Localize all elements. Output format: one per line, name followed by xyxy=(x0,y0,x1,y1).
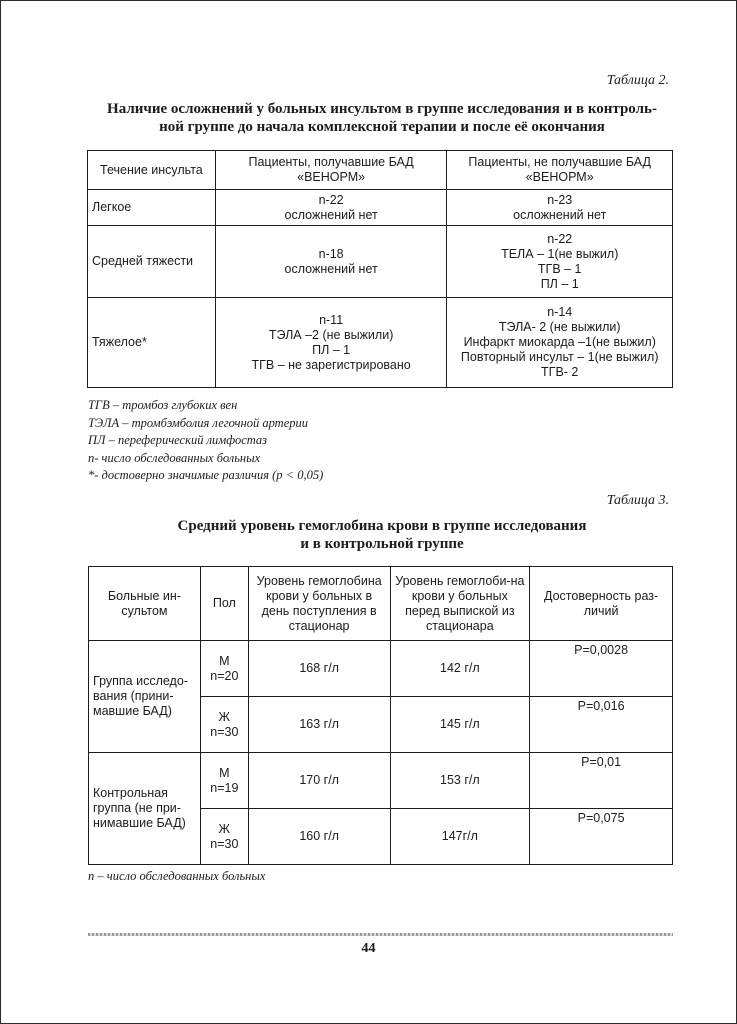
sex-cell xyxy=(200,641,248,697)
complications-table xyxy=(87,150,673,388)
table2-title-line: Наличие осложнений у больных инсультом в группе исследования и в контроль- xyxy=(107,101,657,117)
admission-cell: 168 г/л xyxy=(248,641,390,697)
table-row xyxy=(89,641,673,697)
cell-line: ПЛ – 1 xyxy=(540,276,579,291)
table3-note: n – число обследованных больных xyxy=(88,869,266,883)
note-line: n- число обследованных больных xyxy=(88,450,261,465)
table3-title-line: и в контрольной группе xyxy=(300,536,464,552)
discharge-cell: 142 г/л xyxy=(390,641,530,697)
cell-line: n-11 xyxy=(319,312,344,327)
cell-line: осложнений нет xyxy=(513,207,607,222)
cell-line: ТГВ- 2 xyxy=(541,365,579,379)
sex-value: М xyxy=(219,765,230,780)
table-row xyxy=(88,190,673,226)
no-bad-cell xyxy=(447,190,673,226)
cell-line: ТЕЛА – 1(не выжил) xyxy=(501,246,619,261)
n-value: n=19 xyxy=(210,780,239,795)
admission-cell: 163 г/л xyxy=(248,697,390,753)
p-value-cell: P=0,0028 xyxy=(530,641,673,697)
n-value: n=20 xyxy=(210,668,239,683)
course-cell: Легкое xyxy=(88,190,216,226)
sex-value: Ж xyxy=(218,709,231,724)
header-course: Течение инсульта xyxy=(88,151,216,190)
cell-line: Инфаркт миокарда –1(не выжил) xyxy=(463,335,656,349)
discharge-cell: 145 г/л xyxy=(390,697,530,753)
cell-line: ПЛ – 1 xyxy=(312,342,351,357)
bad-cell xyxy=(215,298,447,388)
header-admission: Уровень гемоглобина крови у больных в день поступления в стационар xyxy=(248,567,390,641)
table-row xyxy=(88,298,673,388)
n-value: n=30 xyxy=(210,836,239,851)
no-bad-cell xyxy=(447,298,673,388)
cell-line: осложнений нет xyxy=(284,261,378,276)
header-discharge: Уровень гемоглоби-на крови у больных перед выпиской из стационара xyxy=(390,567,530,641)
table3-title-line: Средний уровень гемоглобина крови в группе исследования xyxy=(177,518,587,534)
cell-line: n-23 xyxy=(547,192,573,207)
admission-cell: 170 г/л xyxy=(248,753,390,809)
sex-cell xyxy=(200,753,248,809)
note-line: ТГВ – тромбоз глубоких вен xyxy=(88,398,238,412)
sex-value: М xyxy=(219,653,230,668)
admission-cell: 160 г/л xyxy=(248,809,390,865)
note-line: ПЛ – переферический лимфостаз xyxy=(88,433,268,447)
cell-line: ТЭЛА- 2 (не выжили) xyxy=(498,320,621,334)
table2-notes xyxy=(88,397,323,485)
cell-line: Повторный инсульт – 1(не выжил) xyxy=(460,350,659,364)
hemoglobin-table xyxy=(88,566,673,865)
sex-cell xyxy=(200,697,248,753)
header-patients: Больные ин-сультом xyxy=(89,567,201,641)
discharge-cell: 153 г/л xyxy=(390,753,530,809)
sex-value: Ж xyxy=(218,821,231,836)
cell-line: n-18 xyxy=(318,246,344,261)
p-value-cell: P=0,075 xyxy=(530,809,673,865)
p-value-cell: P=0,016 xyxy=(530,697,673,753)
note-line: ТЭЛА – тромбэмболия легочной артерии xyxy=(88,415,308,430)
table-row xyxy=(88,226,673,298)
group-name-cell: Группа исследо-вания (прини-мавшие БАД) xyxy=(89,641,201,753)
table2-title xyxy=(90,100,674,136)
cell-line: n-14 xyxy=(547,305,573,319)
header-bad: Пациенты, получавшие БАД «ВЕНОРМ» xyxy=(215,151,447,190)
note-line: *- достоверно значимые различия (р < 0,05) xyxy=(88,468,324,482)
course-cell: Тяжелое* xyxy=(88,298,216,388)
table3-title xyxy=(90,517,674,553)
cell-line: осложнений нет xyxy=(284,207,378,222)
p-value-cell: P=0,01 xyxy=(530,753,673,809)
table-header-row xyxy=(88,151,673,190)
table-header-row xyxy=(89,567,673,641)
no-bad-cell xyxy=(447,226,673,298)
page-number: 44 xyxy=(361,941,376,956)
table2-title-line: ной группе до начала комплексной терапии и после её окончания xyxy=(159,119,605,135)
group-name-cell: Контрольная группа (не при-нимавшие БАД) xyxy=(89,753,201,865)
header-significance: Достоверность раз-личий xyxy=(530,567,673,641)
cell-line: ТГВ – 1 xyxy=(537,261,582,276)
table2-label: Таблица 2. xyxy=(606,73,669,88)
course-cell: Средней тяжести xyxy=(88,226,216,298)
footer-rule xyxy=(88,933,673,936)
cell-line: n-22 xyxy=(318,192,344,207)
cell-line: ТГВ – не зарегистрировано xyxy=(251,357,411,372)
sex-cell xyxy=(200,809,248,865)
header-no-bad: Пациенты, не получавшие БАД «ВЕНОРМ» xyxy=(447,151,673,190)
bad-cell xyxy=(215,190,447,226)
cell-line: n-22 xyxy=(547,231,573,246)
cell-line: ТЭЛА –2 (не выжили) xyxy=(268,327,394,342)
table3-label: Таблица 3. xyxy=(606,493,669,508)
table-row xyxy=(89,753,673,809)
discharge-cell: 147г/л xyxy=(390,809,530,865)
n-value: n=30 xyxy=(210,724,239,739)
bad-cell xyxy=(215,226,447,298)
header-sex: Пол xyxy=(200,567,248,641)
